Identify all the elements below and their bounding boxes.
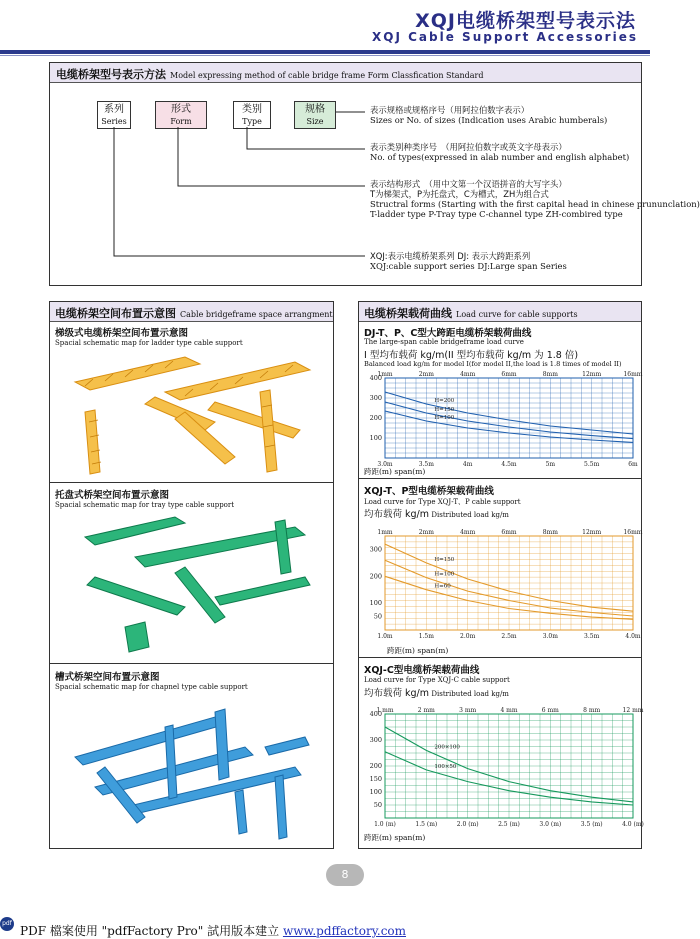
top-tick-label: 2mm (418, 529, 434, 536)
channel-panel-title: 槽式桥架空间布置示意图 (55, 672, 160, 683)
load-curve-title: 电缆桥架载荷曲线 Load curve for cable supports (364, 307, 578, 320)
top-tick-label: 8mm (542, 371, 558, 378)
page-title: XQJ电缆桥架型号表示法 (415, 10, 636, 32)
form-description: 表示结构形式 （用中文第一个汉语拼音的大写字头） T为梯架式，P为托盘式，C为槽式，ZH为组合式 Structral forms (Starting with the first capital head in chinese prununclation) T-ladder type P-Tray type C-channel type ZH-combired type (370, 179, 700, 219)
footer-link[interactable]: www.pdffactory.com (282, 924, 407, 938)
pdf-icon: pdf (0, 917, 14, 931)
x-tick-label: 3.5m (584, 633, 600, 640)
y-tick-label: 300 (369, 736, 382, 744)
arrangement-title: 电缆桥架空间布置示意图 Cable bridgeframe space arrangment (55, 307, 333, 320)
x-tick-label: 1.5 (m) (415, 821, 438, 828)
y-tick-label: 200 (369, 572, 382, 581)
y-tick-label: 300 (369, 545, 382, 554)
tray-panel-subtitle: Spacial schematic map for tray type cable support (55, 501, 235, 509)
x-tick-label: 4.0m (625, 633, 641, 640)
x-tick-label: 4.5m (501, 461, 517, 468)
ladder-panel-title: 梯级式电缆桥架空间布置示意图 (55, 328, 189, 339)
series-label: H=150 (434, 556, 455, 563)
series-label: H=60 (434, 583, 451, 590)
y-tick-label: 200 (369, 414, 382, 422)
series-label: H=150 (434, 407, 455, 413)
c-chart-subtitle: Load curve for Type XQJ-C cable support (364, 676, 510, 684)
top-tick-label: 16mm (623, 529, 643, 536)
x-tick-label: 2.0m (460, 633, 476, 640)
top-tick-label: 8 mm (583, 707, 601, 714)
tp-chart-subtitle: Load curve for Type XQJ-T、P cable support (364, 498, 521, 506)
form-box: 形式 Form (155, 101, 207, 129)
series-label: 100×50 (434, 763, 457, 770)
tray-panel-title: 托盘式桥架空间布置示意图 (55, 490, 170, 501)
y-tick-label: 100 (369, 788, 382, 796)
size-description: 表示规格或规格序号（用阿拉伯数字表示） Sizes or No. of sizes (Indication uses Arabic humberals) (370, 105, 608, 125)
top-tick-label: 1mm (377, 371, 393, 378)
top-tick-label: 16mm (623, 371, 643, 378)
model-section-title: 电缆桥架型号表示方法 Model expressing method of cable bridge frame Form Classfication Standard (56, 68, 484, 81)
arrangement-divider (50, 482, 333, 483)
x-tick-label: 1.0 (m) (374, 821, 396, 828)
type-box: 类别 Type (233, 101, 271, 129)
y-tick-label: 50 (373, 612, 382, 621)
footer (20, 922, 406, 939)
header-rule (0, 50, 650, 54)
top-tick-label: 6 mm (541, 707, 559, 714)
tp-chart-load-label: 均布载荷 kg/m Distributed load kg/m (364, 509, 509, 520)
dj-chart-title: DJ-T、P、C型大跨距电缆桥架载荷曲线 (364, 328, 532, 339)
x-tick-label: 5.5m (584, 461, 600, 468)
y-tick-label: 400 (369, 710, 382, 718)
dj-chart-xlabel: 跨距(m) span(m) (364, 467, 426, 476)
load-curve-section (358, 301, 642, 849)
model-section (49, 62, 700, 286)
x-tick-label: 4m (462, 461, 473, 468)
x-tick-label: 3.5m (418, 461, 434, 468)
series-label: H=100 (434, 415, 455, 421)
top-tick-label: 2 mm (417, 707, 435, 714)
ladder-tray-illustration (65, 352, 315, 477)
page-number: 8 (326, 864, 364, 886)
arrangement-section (49, 301, 334, 849)
c-chart-title: XQJ-C型电缆桥架载荷曲线 (364, 665, 480, 676)
load-divider (359, 657, 641, 658)
footer-text: PDF 檔案使用 "pdfFactory Pro" 試用版本建立 (20, 924, 283, 938)
header-rule-thin (0, 55, 650, 56)
load-divider (359, 478, 641, 479)
tp-chart-xlabel: 跨距(m) span(m) (387, 646, 449, 655)
top-tick-label: 6mm (501, 371, 517, 378)
y-tick-label: 400 (369, 374, 382, 382)
x-tick-label: 2.5 (m) (498, 821, 520, 828)
tp-load-chart (363, 526, 643, 640)
series-description: XQJ:表示电缆桥架系列 DJ: 表示大跨距系列 XQJ:cable support series DJ:Large span Series (370, 251, 567, 271)
x-tick-label: 6m (628, 461, 638, 468)
top-tick-label: 8mm (542, 529, 558, 536)
top-tick-label: 12mm (582, 371, 602, 378)
y-tick-label: 100 (369, 599, 382, 608)
x-tick-label: 3.0m (377, 461, 393, 468)
y-tick-label: 50 (373, 801, 382, 809)
c-chart-xlabel: 跨距(m) span(m) (364, 833, 426, 842)
dj-chart-load-label: I 型均布载荷 kg/m(II 型均布载荷 kg/m 为 1.8 倍) (364, 350, 579, 361)
channel-panel-subtitle: Spacial schematic map for chapnel type cable support (55, 683, 248, 691)
top-tick-label: 4mm (460, 371, 476, 378)
top-tick-label: 4mm (460, 529, 476, 536)
x-tick-label: 4.0 (m) (622, 821, 644, 828)
arrangement-divider (50, 663, 333, 664)
x-tick-label: 1.5m (418, 633, 434, 640)
series-label: H=200 (434, 398, 455, 404)
x-tick-label: 2.5m (501, 633, 517, 640)
top-tick-label: 3 mm (459, 707, 477, 714)
type-description: 表示类别种类序号 （用阿拉伯数字或英文字母表示） No. of types(expressed in alab number and english alphabet) (370, 142, 630, 162)
top-tick-label: 1mm (377, 529, 393, 536)
dj-chart-load-note: Balanced load kg/m for model I(for model II,the load is 1.8 times of model II) (364, 360, 622, 368)
top-tick-label: 12mm (582, 529, 602, 536)
y-tick-label: 300 (369, 394, 382, 402)
page-subtitle: XQJ Cable Support Accessories (372, 30, 638, 44)
c-load-chart (363, 704, 644, 828)
tray-illustration (65, 517, 315, 657)
series-label: 200×100 (434, 744, 460, 751)
top-tick-label: 12 mm (622, 707, 644, 714)
top-tick-label: 1 mm (376, 707, 394, 714)
x-tick-label: 1.0m (377, 633, 393, 640)
top-tick-label: 4 mm (500, 707, 518, 714)
x-tick-label: 3.0 (m) (539, 821, 562, 828)
dj-load-chart (363, 368, 643, 468)
y-tick-label: 150 (369, 775, 382, 783)
series-label: H=100 (434, 571, 455, 578)
dj-chart-subtitle: The large-span cable bridgeframe load curve (364, 338, 524, 346)
top-tick-label: 6mm (501, 529, 517, 536)
size-box: 规格 Size (294, 101, 336, 129)
x-tick-label: 5m (545, 461, 556, 468)
y-tick-label: 100 (369, 434, 382, 442)
x-tick-label: 3.5 (m) (580, 821, 603, 828)
ladder-panel-subtitle: Spacial schematic map for ladder type cable support (55, 339, 243, 347)
series-box: 系列 Series (97, 101, 131, 129)
channel-tray-illustration (65, 697, 315, 842)
top-tick-label: 2mm (418, 371, 434, 378)
c-chart-load-label: 均布载荷 kg/m Distributed load kg/m (364, 688, 509, 699)
x-tick-label: 2.0 (m) (456, 821, 479, 828)
y-tick-label: 200 (369, 762, 382, 770)
tp-chart-title: XQJ-T、P型电缆桥架载荷曲线 (364, 486, 494, 497)
x-tick-label: 3.0m (542, 633, 558, 640)
